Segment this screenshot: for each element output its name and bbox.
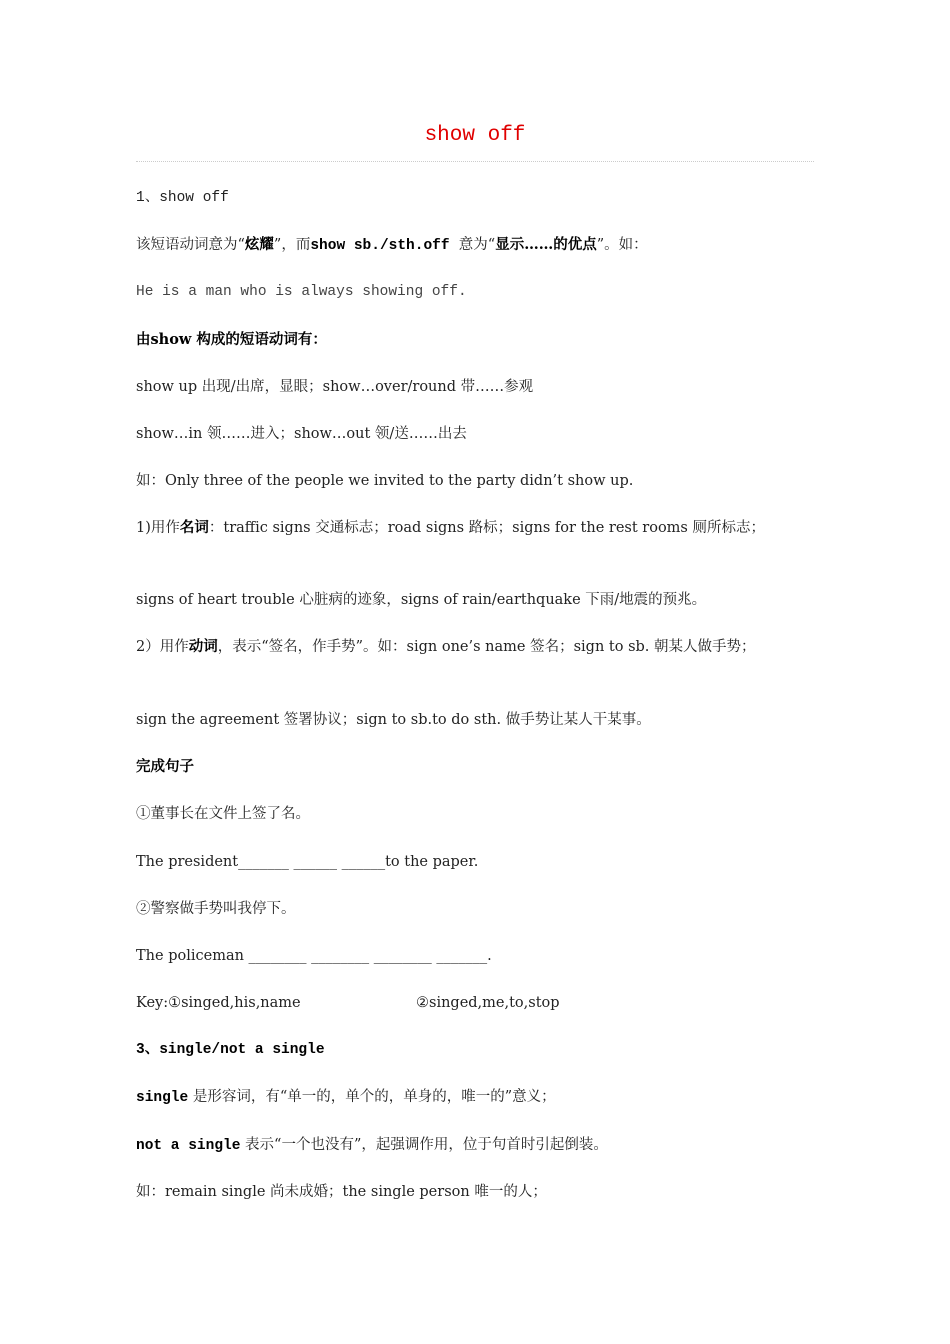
example-sentence: He is a man who is always showing off. [136,284,467,300]
bold-text: 炫耀 [244,236,274,253]
text: 1)用作 [136,520,180,536]
example-sentence: 如：Only three of the people we invited to the party didn’t show up. [136,473,634,489]
paragraph-verb [136,635,816,659]
document-title: show off [424,124,526,147]
bold-text: single [136,1090,189,1106]
heading-3: 3、single/not a single [136,1042,325,1058]
text: 该短语动词意为“ [136,237,245,253]
bold-text: not a single [136,1138,241,1154]
example-sentence: 如：remain single 尚未成婚；the single person 唯一的人； [136,1184,547,1200]
subheading-exercise: 完成句子 [136,758,194,775]
paragraph-not-a-single [136,1133,816,1158]
paragraph-meaning [136,233,816,258]
bold-text: show sb./sth.off [310,238,450,254]
text: ，表示“签名，作手势”。如：sign one’s name 签名；sign to sb. 朝某人做手势； [217,639,756,655]
bold-text: 动词 [188,638,218,655]
key-1: Key:①singed,his,name [136,995,301,1011]
text: ”。如： [596,237,648,253]
text: 2）用作 [136,639,189,655]
text: 意为“ [449,237,496,253]
text: ”，而 [273,237,311,253]
paragraph-single [136,1085,816,1110]
paragraph: signs of heart trouble 心脏病的迹象，signs of rain/earthquake 下雨/地震的预兆。 [136,592,707,608]
text: ：traffic signs 交通标志；road signs 路标；signs for the rest rooms 厕所标志； [208,520,765,536]
paragraph: sign the agreement 签署协议；sign to sb.to do sth. 做手势让某人干某事。 [136,712,651,728]
paragraph: show up 出现/出席，显眼；show…over/round 带……参观 [136,379,534,395]
key-2: ②singed,me,to,stop [416,995,560,1011]
exercise-sentence: The policeman ________ ________ ________ _______. [136,948,492,964]
text: 是形容词，有“单一的，单个的，单身的，唯一的”意义； [188,1089,556,1105]
bold-text: 显示……的优点 [495,236,597,253]
bold-text: 名词 [179,519,209,536]
divider [136,161,814,162]
heading-1: 1、show off [136,190,229,206]
paragraph-noun [136,516,816,540]
answer-key [136,991,816,1015]
exercise-prompt: ①董事长在文件上签了名。 [136,806,310,822]
text: 表示“一个也没有”，起强调作用，位于句首时引起倒装。 [240,1137,608,1153]
exercise-sentence: The president_______ ______ ______to the paper. [136,854,479,870]
paragraph: show…in 领……进入；show…out 领/送……出去 [136,426,467,442]
exercise-prompt: ②警察做手势叫我停下。 [136,901,296,917]
subheading-phrasal-verbs: 由show 构成的短语动词有： [136,331,327,348]
